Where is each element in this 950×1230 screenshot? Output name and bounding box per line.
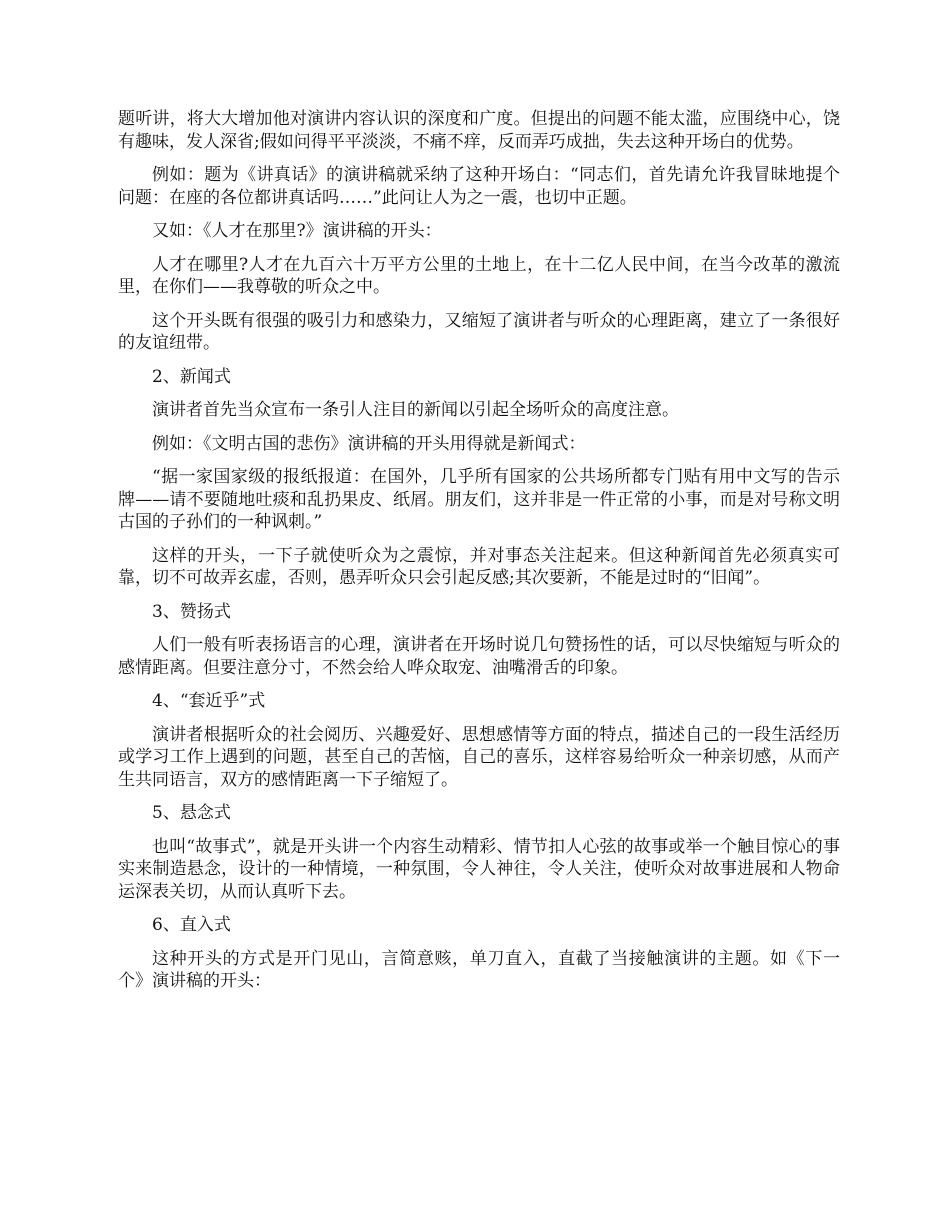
paragraph-suspense: 也叫“故事式”，就是开头讲一个内容生动精彩、情节扣人心弦的故事或举一个触目惊心的事实来制造悬念，设计的一种情境，一种氛围，令人神往，令人关注，使听众对故事进展和人物命运深表关切，从而认真听下去。 bbox=[118, 836, 840, 902]
section-heading-direct: 6、直入式 bbox=[152, 915, 231, 935]
section-heading-suspense: 5、悬念式 bbox=[152, 803, 231, 823]
paragraph-praise: 人们一般有听表扬语言的心理，演讲者在开场时说几句赞扬性的话，可以尽快缩短与听众的感情距离。但要注意分寸，不然会给人哗众取宠、油嘴滑舌的印象。 bbox=[118, 635, 840, 678]
section-heading-news: 2、新闻式 bbox=[152, 366, 231, 387]
document-page bbox=[118, 108, 840, 1004]
paragraph-rapport: 演讲者根据听众的社会阅历、兴趣爱好、思想感情等方面的特点，描述自己的一段生活经历或学习工作上遇到的问题，甚至自己的苦恼，自己的喜乐，这样容易给听众一种亲切感，从而产生共同语言，双方的感情距离一下子缩短了。 bbox=[118, 724, 840, 790]
paragraph-direct: 这种开头的方式是开门见山，言简意赅，单刀直入，直截了当接触演讲的主题。如《下一个》演讲稿的开头： bbox=[118, 948, 840, 991]
paragraph-example-truth: 例如：题为《讲真话》的演讲稿就采纳了这种开场白：“同志们，首先请允许我冒昧地提个问题：在座的各位都讲真话吗……”此问让人为之一震，也切中正题。 bbox=[118, 165, 840, 208]
paragraph-example-talent: 又如：《人才在那里?》演讲稿的开头： bbox=[152, 221, 442, 241]
paragraph-continued: 题听讲，将大大增加他对演讲内容认识的深度和广度。但提出的问题不能太滥，应围绕中心，饶有趣味，发人深省;假如问得平平淡淡，不痛不痒，反而弄巧成拙，失去这种开场白的优势。 bbox=[118, 109, 840, 152]
paragraph-news-example: 例如：《文明古国的悲伤》演讲稿的开头用得就是新闻式： bbox=[152, 433, 586, 454]
section-heading-rapport: 4、“套近乎”式 bbox=[152, 691, 266, 711]
paragraph-news-quote: “据一家国家级的报纸报道：在国外，几乎所有国家的公共场所都专门贴有用中文写的告示牌——请不要随地吐痰和乱扔果皮、纸屑。朋友们，这并非是一件正常的小事，而是对号称文明古国的子孙们的一种讽刺。” bbox=[118, 467, 840, 532]
paragraph-comment: 这个开头既有很强的吸引力和感染力，又缩短了演讲者与听众的心理距离，建立了一条很好的友谊纽带。 bbox=[118, 310, 840, 353]
paragraph-news-comment: 这样的开头，一下子就使听众为之震惊，并对事态关注起来。但这种新闻首先必须真实可靠，切不可故弄玄虚，否则，愚弄听众只会引起反感;其次要新，不能是过时的“旧闻”。 bbox=[118, 545, 840, 588]
paragraph-quote-talent: 人才在哪里?人才在九百六十万平方公里的土地上，在十二亿人民中间，在当今改革的激流里，在你们——我尊敬的听众之中。 bbox=[118, 254, 840, 297]
paragraph-news-desc: 演讲者首先当众宣布一条引人注目的新闻以引起全场听众的高度注意。 bbox=[152, 400, 679, 420]
section-heading-praise: 3、赞扬式 bbox=[152, 601, 231, 622]
